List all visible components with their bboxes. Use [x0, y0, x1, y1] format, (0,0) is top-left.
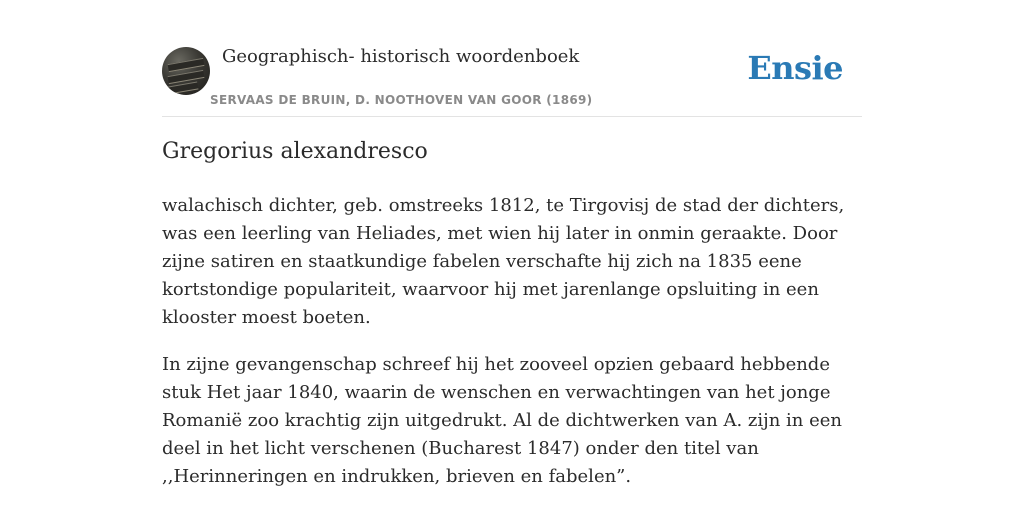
entry-title: Gregorius alexandresco: [162, 139, 428, 164]
ensie-logo-link[interactable]: Ensie: [747, 49, 843, 87]
entry-content: [162, 192, 862, 510]
entry-paragraph: walachisch dichter, geb. omstreeks 1812, te Tirgovisj de stad der dichters, was een leerling van Heliades, met wien hij later in onmin geraakte. Door zijne satiren en staatkundige fabelen verschafte hij zich na 1835 eene kortstondige populariteit, waarvoor hij met jarenlange opsluiting in een klooster moest boeten.: [162, 195, 845, 328]
book-title-link[interactable]: Geographisch- historisch woordenboek: [222, 46, 580, 67]
book-header: [162, 40, 862, 117]
book-spine-graphic: [168, 70, 205, 84]
entry-paragraph: In zijne gevangenschap schreef hij het zooveel opzien gebaard hebbende stuk Het jaar 1840, waarin de wenschen en verwachtingen van het jonge Romanië zoo krachtig zijn uitgedrukt. Al de dichtwerken van A. zijn in een deel in het licht verschenen (Bucharest 1847) onder den titel van ,,Herinneringen en indrukken, brieven en fabelen”.: [162, 354, 843, 487]
book-authors: SERVAAS DE BRUIN, D. NOOTHOVEN VAN GOOR (1869): [210, 93, 593, 107]
book-cover-avatar[interactable]: [162, 47, 210, 95]
